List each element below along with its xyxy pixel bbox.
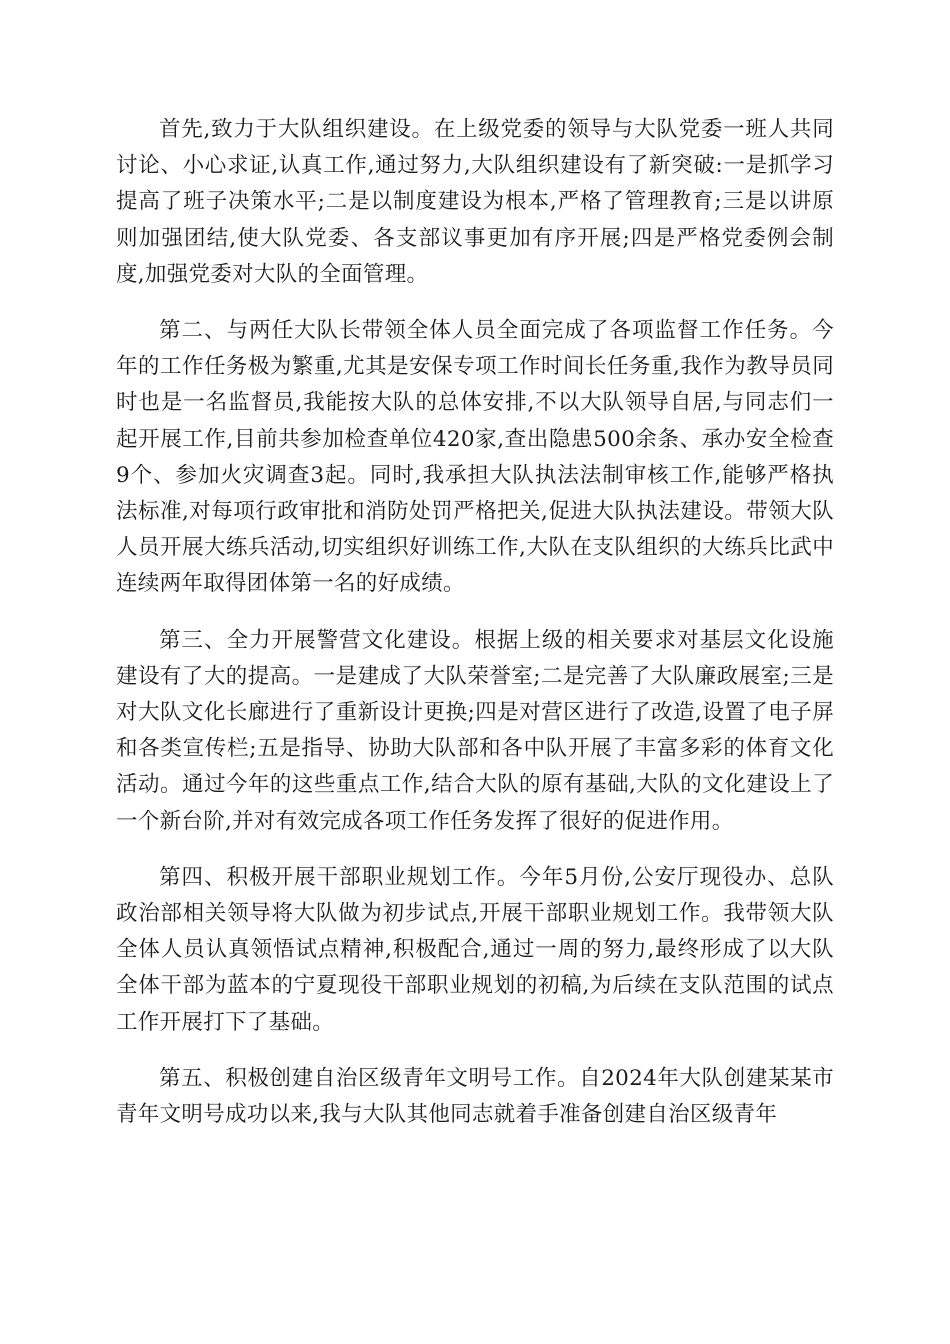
- paragraph-organization-building: 首先,致力于大队组织建设。在上级党委的领导与大队党委一班人共同讨论、小心求证,认真工作,通过努力,大队组织建设有了新突破:一是抓学习提高了班子决策水平;二是以制度建设为根本,严格了管理教育;三是以讲原则加强团结,使大队党委、各支部议事更加有序开展;四是严格党委例会制度,加强党委对大队的全面管理。: [116, 117, 834, 287]
- paragraph-youth-civilization: 第五、积极创建自治区级青年文明号工作。自2024年大队创建某某市青年文明号成功以来,我与大队其他同志就着手准备创建自治区级青年: [116, 1065, 834, 1128]
- paragraph-supervision-tasks: 第二、与两任大队长带领全体人员全面完成了各项监督工作任务。今年的工作任务极为繁重,尤其是安保专项工作时间长任务重,我作为教导员同时也是一名监督员,我能按大队的总体安排,不以大队领导自居,与同志们一起开展工作,目前共参加检查单位420家,查出隐患500余条、承办安全检查9个、参加火灾调查3起。同时,我承担大队执法法制审核工作,能够严格执法标准,对每项行政审批和消防处罚严格把关,促进大队执法建设。带领大队人员开展大练兵活动,切实组织好训练工作,大队在支队组织的大练兵比武中连续两年取得团体第一名的好成绩。: [116, 318, 834, 597]
- paragraph-culture-building: 第三、全力开展警营文化建设。根据上级的相关要求对基层文化设施建设有了大的提高。一是建成了大队荣誉室;二是完善了大队廉政展室;三是对大队文化长廊进行了重新设计更换;四是对营区进行了改造,设置了电子屏和各类宣传栏;五是指导、协助大队部和各中队开展了丰富多彩的体育文化活动。通过今年的这些重点工作,结合大队的原有基础,大队的文化建设上了一个新台阶,并对有效完成各项工作任务发挥了很好的促进作用。: [116, 627, 834, 834]
- document-body: [116, 112, 834, 1153]
- paragraph-career-planning: 第四、积极开展干部职业规划工作。今年5月份,公安厅现役办、总队政治部相关领导将大队做为初步试点,开展干部职业规划工作。我带领大队全体人员认真领悟试点精神,积极配合,通过一周的努力,最终形成了以大队全体干部为蓝本的宁夏现役干部职业规划的初稿,为后续在支队范围的试点工作开展打下了基础。: [116, 864, 834, 1035]
